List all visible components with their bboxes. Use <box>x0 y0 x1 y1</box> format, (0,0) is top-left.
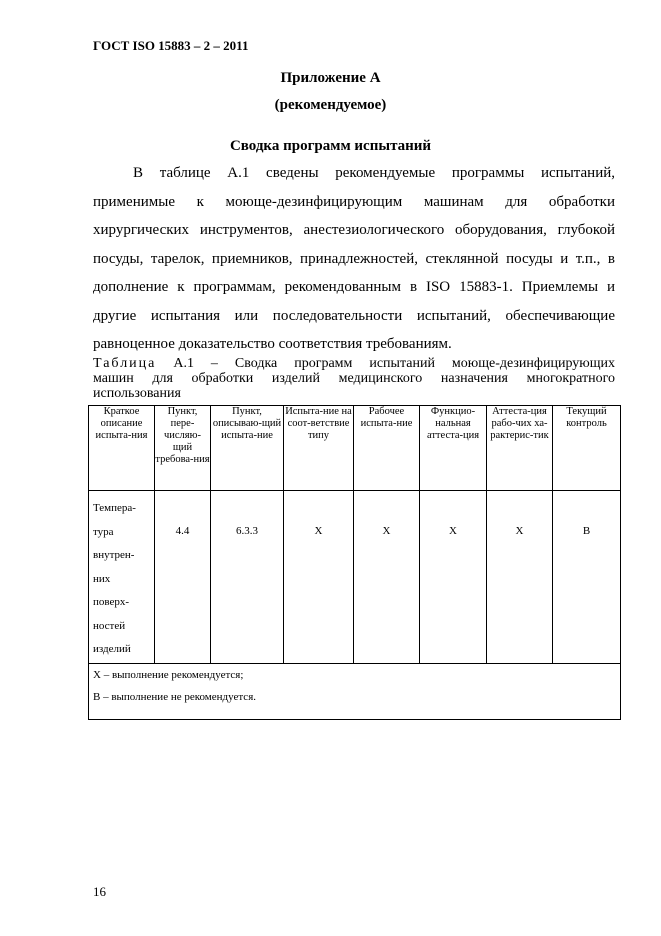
paragraph-line: другие испытания или последовательности испытаний, обеспечивающие <box>93 308 615 324</box>
header-cell: Текущий контроль <box>553 406 621 491</box>
description-line: них <box>93 572 111 585</box>
paragraph-line: дополнение к программам, рекомендованным в ISO 15883-1. Приемлемы и <box>93 279 615 295</box>
table-cell: 6.3.3 <box>211 491 284 664</box>
description-line: тура <box>93 525 114 538</box>
caption-line: машин для обработки изделий медицинского назначения многократного <box>93 371 615 386</box>
description-cell <box>89 491 155 664</box>
annex-title: Приложение А <box>280 70 381 86</box>
description-line: внутрен- <box>93 549 135 561</box>
note-line: Х – выполнение рекомендуется; <box>93 669 244 681</box>
header-cell: Краткое описание испыта-ния <box>89 406 155 491</box>
paragraph-line: хирургических инструментов, анестезиологического оборудования, глубокой <box>93 222 615 238</box>
paragraph-line: применимые к моюще-дезинфицирующим машинам для обработки <box>93 194 615 210</box>
table-header-row <box>89 406 621 491</box>
description-line: Темпера- <box>93 502 136 514</box>
header-cell: Рабочее испыта-ние <box>354 406 420 491</box>
table-cell: X <box>487 491 553 664</box>
page-number: 16 <box>93 884 106 899</box>
test-programs-table <box>88 405 621 720</box>
table-cell: X <box>354 491 420 664</box>
header-cell: Пункт, пере-числяю-щий требова-ния <box>155 406 211 491</box>
table-cell: 4.4 <box>155 491 211 664</box>
header-cell: Испыта-ние на соот-ветствие типу <box>284 406 354 491</box>
caption-line <box>93 356 615 371</box>
table-cell: X <box>420 491 487 664</box>
table-cell: X <box>284 491 354 664</box>
caption-text: А.1 – Сводка программ испытаний моюще-дезинфицирующих <box>156 356 615 371</box>
description-line: изделий <box>93 643 131 655</box>
header-cell: Пункт, описываю-щий испыта-ние <box>211 406 284 491</box>
description-line: ностей <box>93 619 126 632</box>
header-cell: Функцио-нальная аттеста-ция <box>420 406 487 491</box>
paragraph-line: В таблице А.1 сведены рекомендуемые программы испытаний, <box>133 165 615 181</box>
note-line: В – выполнение не рекомендуется. <box>93 691 257 703</box>
document-code: ГОСТ ISO 15883 – 2 – 2011 <box>93 38 249 53</box>
description-line: поверх- <box>93 596 130 608</box>
notes-cell <box>89 664 621 720</box>
paragraph-line: равноценное доказательство соответствия требованиям. <box>93 336 452 352</box>
caption-line: использования <box>93 386 181 401</box>
table-notes-row <box>89 664 621 720</box>
header-cell: Аттеста-ция рабо-чих ха-рактерис-тик <box>487 406 553 491</box>
table-row <box>89 491 621 664</box>
paragraph-line: посуды, тарелок, приемников, принадлежностей, стеклянной посуды и т.п., в <box>93 251 615 267</box>
section-title: Сводка программ испытаний <box>229 138 432 154</box>
table-cell: В <box>553 491 621 664</box>
caption-label: Таблица <box>93 356 157 371</box>
annex-subtitle: (рекомендуемое) <box>274 97 387 113</box>
